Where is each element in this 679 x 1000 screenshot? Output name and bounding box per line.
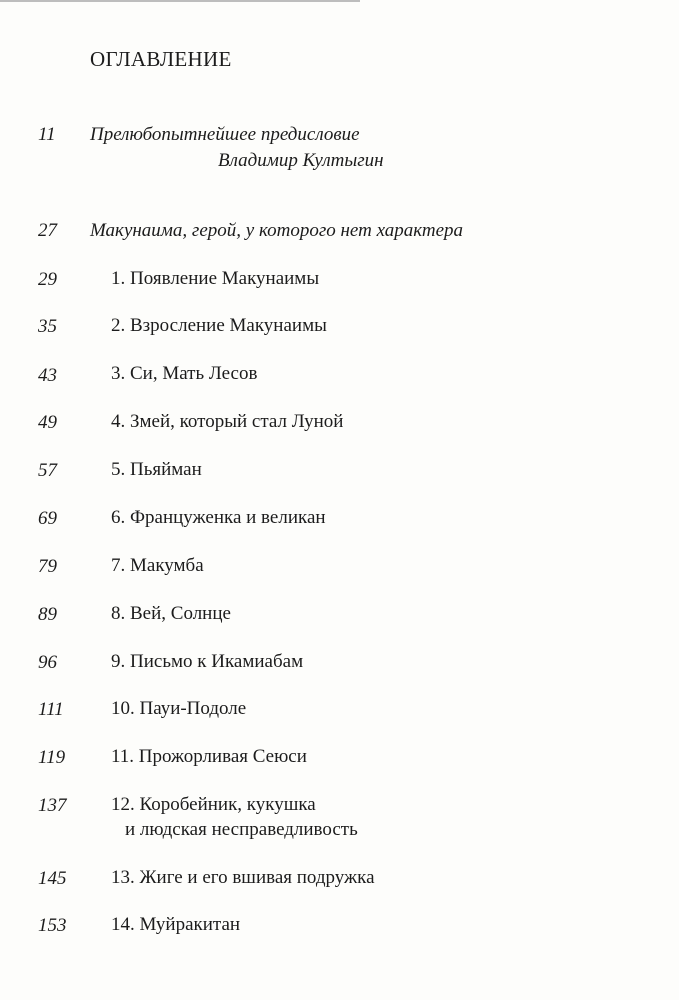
chapter-page-number: 29: [38, 269, 57, 290]
chapter-title: 9. Письмо к Икамиабам: [111, 651, 304, 672]
chapter-title-continuation: и людская несправедливость: [125, 819, 358, 840]
chapter-page-number: 119: [38, 747, 66, 768]
chapter-title: 4. Змей, который стал Луной: [111, 411, 344, 432]
book-page-number: 27: [38, 220, 57, 241]
chapter-page-number: 111: [38, 699, 64, 720]
chapter-title: 7. Макумба: [111, 555, 204, 576]
chapter-title: 6. Француженка и великан: [111, 507, 326, 528]
chapter-page-number: 69: [38, 508, 57, 529]
preface-author: Владимир Култыгин: [218, 150, 384, 171]
chapter-page-number: 145: [38, 868, 67, 889]
book-title: Макунаима, герой, у которого нет характера: [90, 220, 464, 241]
chapter-page-number: 153: [38, 915, 67, 936]
chapter-page-number: 79: [38, 556, 57, 577]
chapter-title: 12. Коробейник, кукушка: [111, 794, 316, 815]
preface-page-number: 11: [38, 124, 56, 145]
chapter-page-number: 137: [38, 795, 67, 816]
chapter-page-number: 43: [38, 365, 57, 386]
chapter-title: 2. Взросление Макунаимы: [111, 315, 327, 336]
top-edge-rule: [0, 0, 360, 2]
chapter-page-number: 57: [38, 460, 57, 481]
chapter-page-number: 96: [38, 652, 57, 673]
chapter-title: 5. Пьяйман: [111, 459, 202, 480]
chapter-title: 14. Муйракитан: [111, 914, 241, 935]
preface-title: Прелюбопытнейшее предисловие: [90, 124, 360, 145]
chapter-title: 10. Пауи-Подоле: [111, 698, 247, 719]
chapter-page-number: 35: [38, 316, 57, 337]
page-title: ОГЛАВЛЕНИЕ: [90, 47, 232, 71]
chapter-page-number: 49: [38, 412, 57, 433]
chapter-title: 3. Си, Мать Лесов: [111, 363, 258, 384]
chapter-title: 8. Вей, Солнце: [111, 603, 231, 624]
chapter-title: 1. Появление Макунаимы: [111, 268, 320, 289]
chapter-title: 11. Прожорливая Сеюси: [111, 746, 307, 767]
chapter-page-number: 89: [38, 604, 57, 625]
chapter-title: 13. Жиге и его вшивая подружка: [111, 867, 375, 888]
